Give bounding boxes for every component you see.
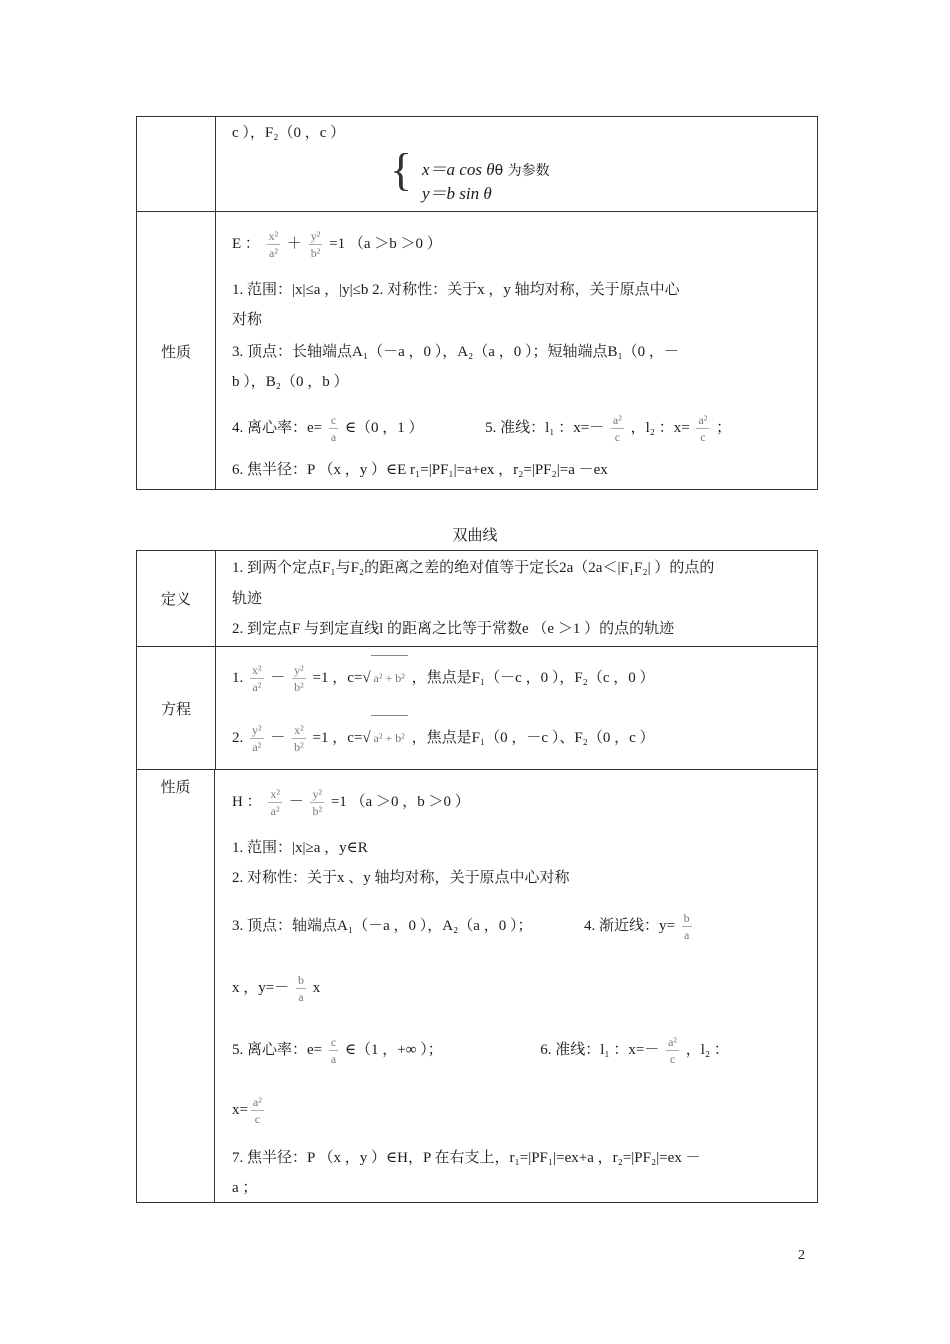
row-label-equation: 方程 xyxy=(137,647,216,770)
page-number: 2 xyxy=(798,1248,805,1263)
row-label-property: 性质 xyxy=(137,212,216,490)
definition-line-2: 轨迹 xyxy=(232,591,263,607)
focal-radius-text: 6. 焦半径：P （x ，y ）∈E r₁=|PF₁|=a+ex ，r₂=|PF₂|=a －ex xyxy=(232,462,608,478)
range-text: 1. 范围：|x|≥a ，y∈R xyxy=(232,840,368,856)
param-eq-x: x＝a cos θθ 为参数 xyxy=(422,160,550,179)
eccentricity-directrix-text: 4. 离心率：e= $\frac{c}{a}$ ∈（0 ，1 ） 5. 准线：l₁ ：x=－ $\frac{\text{a²}}{c}$ ，l₂ ：x= $\frac{\text{a²}}{c}$ ； xyxy=(232,413,732,445)
ellipse-cont-row xyxy=(137,117,817,211)
hyperbola-equation-row xyxy=(137,646,817,770)
asymptote-cont-text: x ，y=－ $\frac{b}{a}$ x xyxy=(232,973,321,1005)
hyperbola-property-row xyxy=(137,769,817,1203)
param-eq-y: y＝b sin θ xyxy=(422,184,492,203)
range-symmetry-text: 1. 范围：|x|≤a ，|y|≤b 2. 对称性：关于x ，y 轴均对称，关于原点中心 xyxy=(232,282,680,298)
hyperbola-table xyxy=(136,550,818,1203)
ellipse-table xyxy=(136,116,818,490)
row-label-definition: 定义 xyxy=(137,551,216,646)
row-label xyxy=(137,117,216,211)
hyperbola-standard-equation: H ： $\frac{\text{x²}}{\text{a²}}$ － $\frac{\text{y²}}{\text{b²}}$ =1 （a ＞0 ，b ＞0 ） xyxy=(232,787,470,819)
symmetry-cont-text: 对称 xyxy=(232,312,263,328)
ellipse-property-row xyxy=(137,211,817,490)
definition-line-3: 2. 到定点F 与到定直线l 的距离之比等于常数e （e ＞1 ）的点的轨迹 xyxy=(232,621,675,637)
row-label-property: 性质 xyxy=(137,770,215,1203)
equation-horizontal: 1. $\frac{\text{x²}}{\text{a²}}$ － $\frac{\text{y²}}{\text{b²}}$ =1 ，c=√ a² + b² ，焦点是F₁（－c ，0 ），F₂（c ，0 ） xyxy=(232,655,807,700)
focal-radius-text: 7. 焦半径：P （x ，y ）∈H，P 在右支上，r₁=|PF₁|=ex+a ，r₂=|PF₂|=ex － xyxy=(232,1150,701,1166)
eccentricity-directrix-text: 5. 离心率：e= $\frac{c}{a}$ ∈（1 ，+∞ ）； 6. 准线：l₁ ：x=－ $\frac{\text{a²}}{c}$ ，l₂ ： xyxy=(232,1035,729,1067)
symmetry-text: 2. 对称性：关于x 、y 轴均对称，关于原点中心对称 xyxy=(232,870,570,886)
focal-radius-cont-text: a ； xyxy=(232,1180,258,1196)
vertex-cont-text: b ），B₂（0 ，b ） xyxy=(232,374,349,390)
hyperbola-definition-row xyxy=(137,551,817,646)
ellipse-standard-equation: E ： $\frac{\text{x²}}{\text{a²}}$ ＋ $\frac{\text{y²}}{\text{b²}}$ =1 （a ＞b ＞0 ） xyxy=(232,229,442,261)
vertex-asymptote-text: 3. 顶点：轴端点A₁（－a ，0 ），A₂（a ，0 ）； 4. 渐近线：y= $\frac{b}{a}$ xyxy=(232,911,690,943)
directrix-cont-text: x= $\frac{\text{a²}}{c}$ xyxy=(232,1095,262,1127)
equation-vertical: 2. $\frac{\text{y²}}{\text{a²}}$ － $\frac{\text{x²}}{\text{b²}}$ =1 ，c=√ a² + b² ，焦点是F₁（0 ，－c ）、F₂（0 ，c ） xyxy=(232,715,807,760)
hyperbola-section-title: 双曲线 xyxy=(452,526,498,544)
definition-line-1: 1. 到两个定点F₁与F₂的距离之差的绝对值等于定长2a（2a＜|F₁F₂| ）的点的 xyxy=(232,560,715,576)
foci-cont-text: c ），F₂（0 ，c ） xyxy=(232,125,346,141)
left-brace: { xyxy=(390,144,413,195)
vertex-text: 3. 顶点：长轴端点A₁（－a ，0 ），A₂（a ，0 ）；短轴端点B₁（0 ，－ xyxy=(232,344,679,360)
